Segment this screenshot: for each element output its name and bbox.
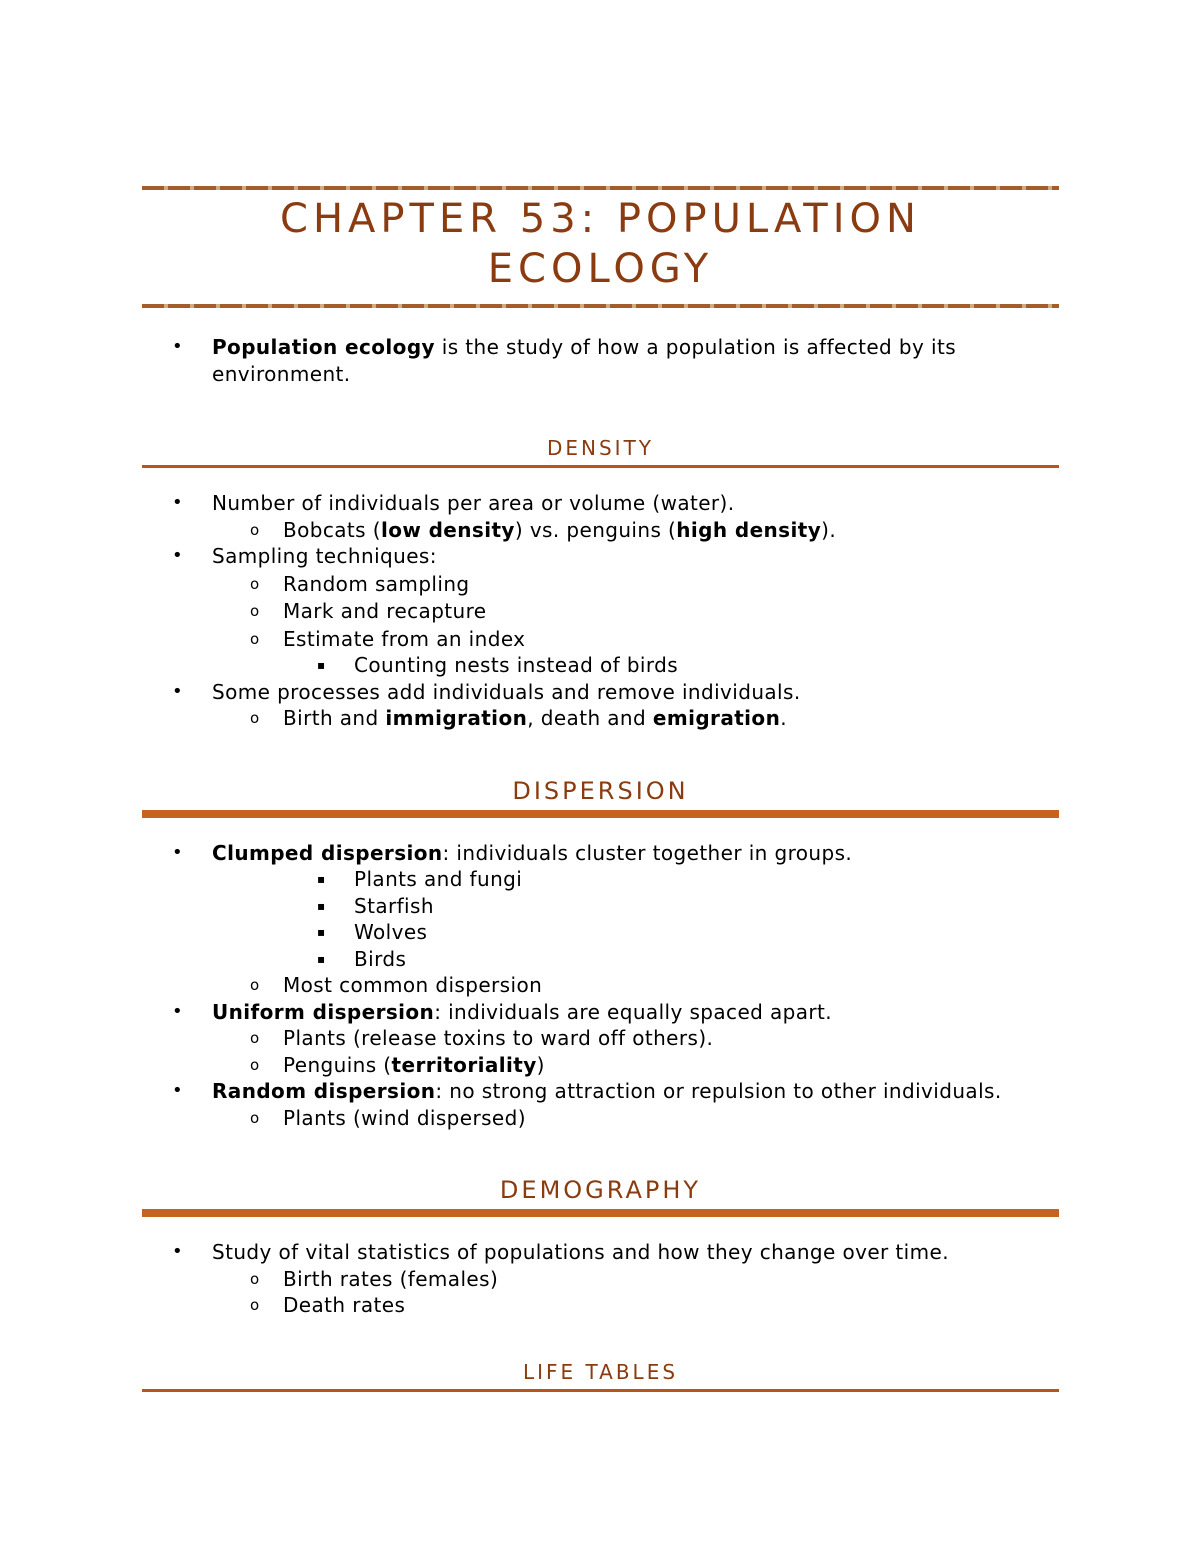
document-page	[142, 186, 1059, 1392]
list-item	[142, 999, 1059, 1026]
bullet-marker: o	[250, 602, 260, 620]
list-item	[142, 972, 1059, 999]
list-item	[142, 866, 1059, 893]
list-item	[142, 1239, 1059, 1266]
term-territoriality: territoriality	[391, 1052, 537, 1077]
list-item	[142, 1025, 1059, 1052]
item-text: Estimate from an index	[283, 626, 526, 651]
list-item	[142, 840, 1059, 867]
title-line-2: ECOLOGY	[487, 246, 714, 292]
bullet-marker: •	[172, 680, 184, 702]
bullet-marker: o	[250, 1055, 260, 1074]
list-item	[142, 571, 1059, 598]
item-text: : no strong attraction or repulsion to other individuals.	[435, 1079, 1002, 1103]
section-heading-demography: DEMOGRAPHY	[499, 1176, 702, 1204]
bullet-marker: o	[250, 1029, 260, 1047]
item-text: Sampling techniques:	[212, 544, 437, 568]
item-text: Plants (release toxins to ward off others).	[283, 1026, 714, 1050]
bullet-marker: •	[172, 1000, 184, 1022]
list-item	[142, 946, 1059, 973]
list-item	[142, 1292, 1059, 1319]
item-text: Number of individuals per area or volume (water).	[212, 491, 735, 515]
bullet-marker: o	[250, 1269, 260, 1288]
item-text: Bobcats (	[283, 517, 381, 542]
list-item	[142, 543, 1059, 570]
bullet-marker: •	[172, 545, 184, 566]
bullet-marker: •	[172, 492, 184, 513]
item-text: , death and	[527, 706, 653, 730]
section-heading-density: DENSITY	[546, 436, 655, 460]
title-top-rule	[142, 186, 1059, 190]
bullet-marker: o	[250, 1108, 260, 1127]
item-text: : individuals cluster together in groups.	[442, 840, 853, 865]
term-random-dispersion: Random dispersion	[212, 1079, 436, 1103]
bullet-marker: •	[172, 1080, 184, 1101]
list-item	[142, 1105, 1059, 1132]
section-rule	[142, 1389, 1059, 1392]
section-heading-dispersion: DISPERSION	[512, 776, 689, 805]
term-immigration: immigration	[385, 706, 528, 730]
intro-text: is the study of how a population is affected by its	[434, 335, 957, 359]
bullet-marker: o	[250, 976, 260, 994]
item-text: ).	[821, 517, 837, 542]
bullet-marker: •	[172, 841, 184, 863]
list-item	[142, 1078, 1059, 1105]
list-item	[142, 893, 1059, 920]
item-text: )	[536, 1052, 545, 1077]
bullet-marker: ▪	[317, 658, 326, 672]
list-item	[142, 490, 1059, 517]
list-item	[142, 705, 1059, 732]
list-item	[142, 517, 1059, 544]
title-bottom-rule	[142, 304, 1059, 308]
list-item	[142, 598, 1059, 625]
list-item	[142, 679, 1059, 706]
intro-list	[142, 334, 1059, 387]
list-item	[142, 626, 1059, 653]
item-text: Most common dispersion	[283, 973, 543, 997]
item-text: Birds	[354, 946, 407, 971]
item-text: ) vs. penguins (	[514, 517, 677, 542]
term-population-ecology: Population ecology	[212, 335, 435, 359]
item-text: Some processes add individuals and remove individuals.	[212, 679, 801, 704]
title-line-1: CHAPTER 53: POPULATION	[280, 196, 921, 242]
list-item	[142, 1266, 1059, 1293]
section-heading-life-tables: LIFE TABLES	[522, 1359, 679, 1384]
bullet-marker: ▪	[317, 872, 326, 886]
item-text: Birth rates (females)	[283, 1266, 499, 1291]
bullet-marker: •	[172, 1241, 184, 1262]
list-item	[142, 919, 1059, 946]
bullet-marker: o	[250, 574, 260, 593]
bullet-marker: o	[250, 520, 260, 539]
density-list	[142, 490, 1059, 732]
intro-bullet	[142, 334, 1059, 387]
dispersion-list	[142, 840, 1059, 1132]
item-text: Penguins (	[283, 1052, 392, 1077]
term-uniform-dispersion: Uniform dispersion	[212, 999, 435, 1024]
intro-text-cont: environment.	[212, 361, 351, 386]
item-text: .	[780, 706, 787, 730]
bullet-marker: ▪	[317, 925, 326, 939]
item-text: Study of vital statistics of populations and how they change over time.	[212, 1240, 949, 1264]
item-text: Death rates	[283, 1293, 406, 1317]
item-text: Birth and	[283, 706, 386, 730]
item-text: Random sampling	[283, 571, 470, 596]
section-rule	[142, 810, 1059, 818]
item-text: Plants and fungi	[354, 867, 523, 891]
term-low-density: low density	[380, 517, 515, 542]
bullet-marker: o	[250, 629, 260, 648]
item-text: Mark and recapture	[283, 599, 487, 623]
item-text: Wolves	[354, 920, 428, 944]
page-title	[142, 194, 1059, 294]
bullet-marker: ▪	[317, 951, 326, 966]
term-clumped-dispersion: Clumped dispersion	[212, 840, 443, 865]
list-item	[142, 1052, 1059, 1079]
demography-list	[142, 1239, 1059, 1319]
term-emigration: emigration	[652, 706, 781, 730]
bullet-marker: o	[250, 1296, 260, 1314]
item-text: Starfish	[354, 893, 434, 918]
bullet-marker: o	[250, 709, 260, 727]
item-text: Counting nests instead of birds	[354, 653, 679, 677]
item-text: Plants (wind dispersed)	[283, 1105, 526, 1130]
bullet-marker: •	[172, 336, 184, 357]
list-item	[142, 652, 1059, 679]
item-text: : individuals are equally spaced apart.	[434, 999, 833, 1024]
bullet-marker: ▪	[317, 898, 326, 913]
section-rule	[142, 1209, 1059, 1217]
term-high-density: high density	[676, 517, 822, 542]
